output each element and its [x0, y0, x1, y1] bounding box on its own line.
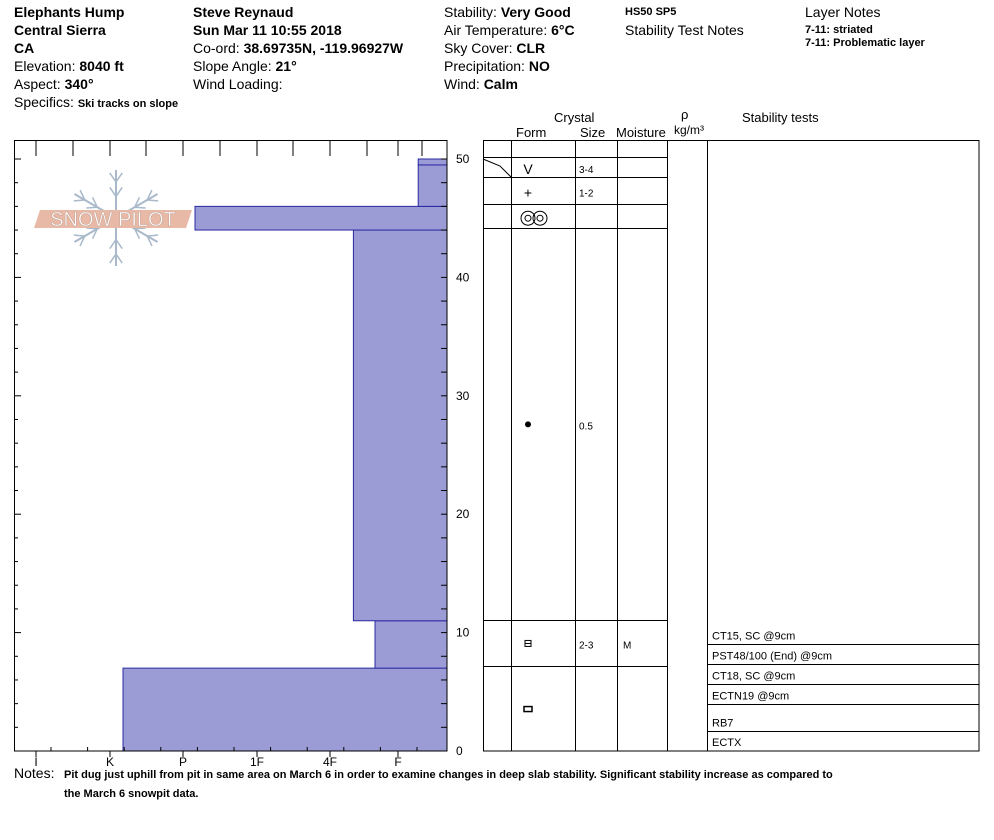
- sky-value: CLR: [516, 40, 546, 56]
- snowpilot-logo: [34, 170, 192, 266]
- crystal-size: 3-4: [579, 165, 594, 177]
- slope-value: 21°: [275, 58, 297, 74]
- air-temp-value: 6°C: [551, 22, 575, 38]
- air-temp-label: Air Temperature:: [444, 22, 548, 38]
- location-name: Elephants Hump: [14, 4, 125, 20]
- hardness-tick-label: P: [178, 755, 188, 769]
- stability-test-notes-title: Stability Test Notes: [625, 22, 744, 38]
- density-symbol: ρ: [681, 107, 689, 122]
- logo-text: SNOW PILOT: [50, 209, 176, 231]
- slope-label: Slope Angle:: [193, 58, 272, 74]
- crystal-size: 1-2: [579, 188, 594, 200]
- stability-test: ECTN19 @9cm: [712, 690, 790, 703]
- aspect-label: Aspect:: [14, 76, 61, 92]
- crystal-size: 2-3: [579, 640, 594, 652]
- state-name: CA: [14, 40, 35, 56]
- hardness-tick-label: 4F: [322, 755, 338, 769]
- layer-bar: [375, 621, 447, 668]
- height-tick-label: 0: [456, 744, 463, 758]
- specifics-label: Specifics:: [14, 94, 74, 110]
- stability-test: CT15, SC @9cm: [712, 630, 796, 643]
- height-tick-label: 40: [456, 270, 470, 285]
- precip-label: Precipitation:: [444, 58, 525, 74]
- height-tick-label: 30: [456, 388, 470, 403]
- density-unit: kg/m³: [674, 123, 704, 137]
- elevation-label: Elevation:: [14, 58, 76, 74]
- wind-label: Wind:: [444, 76, 480, 92]
- height-tick-label: 50: [456, 152, 470, 166]
- crystal-cells: [521, 161, 631, 711]
- stability-label: Stability:: [444, 4, 497, 20]
- hardness-tick-label: I: [34, 755, 38, 769]
- crystal-form-icon: [524, 707, 532, 712]
- height-tick-label: 20: [456, 507, 470, 522]
- crystal-form-icon: [525, 215, 531, 221]
- stability-test: RB7: [712, 717, 734, 730]
- layer-note: 7-11: striated: [805, 24, 873, 36]
- stability-test-cells: [707, 631, 979, 750]
- layer-bar: [123, 668, 447, 751]
- size-header: Size: [580, 125, 606, 140]
- hardness-tick-label: 1F: [249, 755, 265, 769]
- stability-tests-header: Stability tests: [742, 110, 819, 125]
- snowflake-branch: [147, 200, 158, 201]
- moisture-header: Moisture: [616, 125, 666, 140]
- range-name: Central Sierra: [14, 22, 106, 38]
- stability-value: Very Good: [500, 4, 571, 20]
- layer-bar: [418, 165, 447, 206]
- snowflake-branch: [86, 207, 97, 208]
- crystal-moisture: M: [623, 640, 632, 652]
- notes-line-2: the March 6 snowpit data.: [64, 788, 199, 800]
- observer-name: Steve Reynaud: [193, 4, 294, 20]
- snowflake-branch: [74, 235, 85, 236]
- precip-value: NO: [528, 58, 550, 74]
- stability-test: PST48/100 (End) @9cm: [712, 650, 832, 663]
- hardness-tick-label: K: [105, 755, 115, 769]
- layer-connector: [483, 159, 511, 177]
- crystal-header: Crystal: [554, 110, 595, 125]
- crystal-form-icon: +: [523, 184, 533, 201]
- form-header: Form: [516, 125, 547, 140]
- layer-bar: [353, 230, 447, 621]
- snowflake-branch: [74, 200, 85, 201]
- crystal-form-icon: V: [523, 161, 533, 178]
- layer-bar: [418, 159, 447, 165]
- crystal-form-icon: [537, 215, 543, 221]
- stability-test: CT18, SC @9cm: [712, 670, 796, 683]
- coord-label: Co-ord:: [193, 40, 240, 56]
- layer-bar: [195, 206, 447, 230]
- wind-value: Calm: [483, 76, 518, 92]
- layer-notes-title: Layer Notes: [805, 4, 881, 20]
- notes-label: Notes:: [14, 765, 55, 781]
- snowflake-branch: [147, 235, 158, 236]
- layer-note: 7-11: Problematic layer: [805, 37, 925, 49]
- hs-sp: HS50 SP5: [625, 6, 677, 18]
- height-tick-label: 10: [456, 625, 470, 640]
- observation-datetime: Sun Mar 11 10:55 2018: [193, 22, 342, 38]
- aspect-value: 340°: [64, 76, 94, 92]
- sky-label: Sky Cover:: [444, 40, 513, 56]
- crystal-form-icon: [525, 421, 531, 427]
- crystal-size: 0.5: [579, 421, 593, 433]
- elevation-value: 8040 ft: [79, 58, 124, 74]
- wind-loading-label: Wind Loading:: [193, 76, 283, 92]
- stability-test: ECTX: [712, 737, 742, 749]
- hardness-tick-label: F: [394, 755, 402, 769]
- snowflake-branch: [135, 207, 146, 208]
- coord-value: 38.69735N, -119.96927W: [243, 40, 404, 56]
- notes-line-1: Pit dug just uphill from pit in same area on March 6 in order to examine changes in deep slab stability. Significant stability increase as compared to: [64, 769, 833, 781]
- specifics-value: Ski tracks on slope: [77, 98, 179, 110]
- hardness-layers: [123, 159, 447, 751]
